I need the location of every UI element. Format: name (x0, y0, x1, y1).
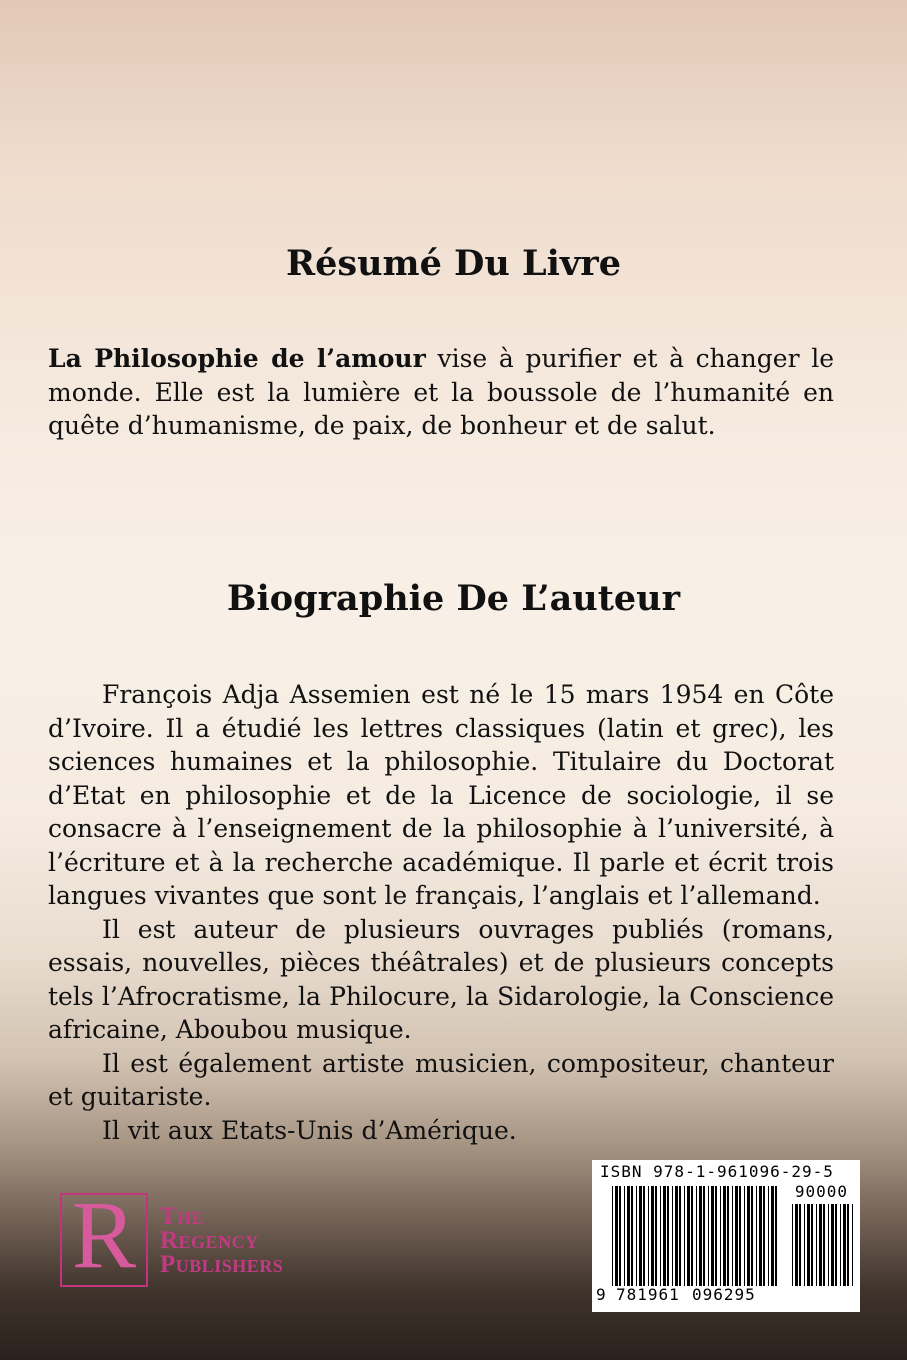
barcode-bar (732, 1186, 733, 1286)
barcode-bar (615, 1186, 618, 1286)
barcode-bar (663, 1186, 666, 1286)
publisher-logo (60, 1181, 360, 1288)
barcode-bar (643, 1186, 645, 1286)
publisher-name-line-1: The (160, 1203, 205, 1230)
barcode-bar (771, 1186, 774, 1286)
barcode-bar (624, 1186, 625, 1286)
biography-paragraph-3: Il est également artiste musicien, compositeur, chanteur et guitariste. (48, 1048, 834, 1111)
barcode-bar (655, 1186, 657, 1286)
barcode-bar (852, 1204, 853, 1286)
barcode-bar (675, 1186, 678, 1286)
barcode-bar (751, 1186, 753, 1286)
barcode-bar (768, 1186, 769, 1286)
barcode-bar (835, 1204, 837, 1286)
barcode-bar (763, 1186, 765, 1286)
biography-body (48, 678, 834, 1147)
barcode-bar (811, 1204, 813, 1286)
barcode-bar (691, 1186, 693, 1286)
barcode-bar (651, 1186, 654, 1286)
barcode-bar (679, 1186, 681, 1286)
barcode-bar (840, 1204, 841, 1286)
barcode-bar (847, 1204, 849, 1286)
summary-paragraph (48, 342, 834, 443)
barcode-bar (612, 1186, 613, 1286)
barcode-bar (699, 1186, 702, 1286)
barcode-bar (619, 1186, 621, 1286)
summary-heading: Résumé Du Livre (286, 243, 621, 284)
price-code: 90000 (794, 1182, 848, 1201)
barcode-bar (631, 1186, 633, 1286)
barcode-bar (831, 1204, 834, 1286)
barcode-bar (696, 1186, 697, 1286)
barcode-digits-left: 781961 (616, 1285, 680, 1304)
publisher-name (160, 1205, 283, 1277)
book-title-bold: La Philosophie de l’amour (48, 344, 426, 373)
barcode-bar (660, 1186, 661, 1286)
barcode-bar (684, 1186, 685, 1286)
barcode-bar (756, 1186, 757, 1286)
biography-paragraph-1: François Adja Assemien est né le 15 mars 1954 en Côte d’Ivoire. Il a étudié les lettres classiques (latin et grec), les sciences humaines et la philosophie. Titulaire du Doctorat d’Etat en philosophie et de la Licence de sociologie, il se consacre à l’enseignement de la philosophie à l’université, à l’écriture et à la recherche académique. Il parle et écrit trois langues vivantes que sont le français, l’anglais et l’allemand. (48, 680, 834, 910)
barcode-bar (828, 1204, 829, 1286)
publisher-name-line-2: Regency (160, 1227, 259, 1254)
isbn-barcode (592, 1160, 860, 1312)
barcode-bar (648, 1186, 649, 1286)
barcode-bar (667, 1186, 669, 1286)
barcode-bar (739, 1186, 741, 1286)
barcode-bar (687, 1186, 690, 1286)
barcode-bar (816, 1204, 817, 1286)
barcode-bar (795, 1204, 798, 1286)
barcode-bar (720, 1186, 721, 1286)
barcode-bar (747, 1186, 750, 1286)
barcode-bar (799, 1204, 801, 1286)
barcode-bar (775, 1186, 777, 1286)
barcode-bar (703, 1186, 705, 1286)
barcode-bar (639, 1186, 642, 1286)
publisher-logo-frame (60, 1181, 148, 1288)
barcode-bar (807, 1204, 810, 1286)
barcode-bar (843, 1204, 846, 1286)
barcode-bar (627, 1186, 630, 1286)
publisher-name-line-3: Publishers (160, 1251, 284, 1278)
barcode-bar (792, 1204, 793, 1286)
barcode-bar (759, 1186, 762, 1286)
barcode-digits-right: 096295 (692, 1285, 756, 1304)
barcode-bar (823, 1204, 825, 1286)
barcode-bar (672, 1186, 673, 1286)
summary-text: vise à purifier et à changer le monde. Elle est la lumière et la boussole de l’humanité en quête d’humanisme, de paix, de bonheur et de salut. (48, 344, 834, 440)
publisher-logo-letter: R (72, 1181, 137, 1288)
biography-paragraph-2: Il est auteur de plusieurs ouvrages publiés (romans, essais, nouvelles, pièces théâtrales) et de plusieurs concepts tels l’Afrocratisme, la Philocure, la Sidarologie, la Conscience africaine, Aboubou musique. (48, 914, 834, 1044)
barcode-bar (711, 1186, 714, 1286)
barcode-bar (744, 1186, 745, 1286)
biography-paragraph-4: Il vit aux Etats-Unis d’Amérique. (102, 1115, 517, 1145)
isbn-label: ISBN 978-1-961096-29-5 (600, 1162, 834, 1181)
barcode-bar (819, 1204, 822, 1286)
barcode-digit-first: 9 (596, 1285, 607, 1304)
barcode-bar (715, 1186, 717, 1286)
barcode-bar (723, 1186, 726, 1286)
barcode-bar (735, 1186, 738, 1286)
barcode-bar (727, 1186, 729, 1286)
barcode-bar (804, 1204, 805, 1286)
barcode-bar (708, 1186, 709, 1286)
biography-heading: Biographie De L’auteur (226, 578, 681, 619)
barcode-bar (636, 1186, 637, 1286)
